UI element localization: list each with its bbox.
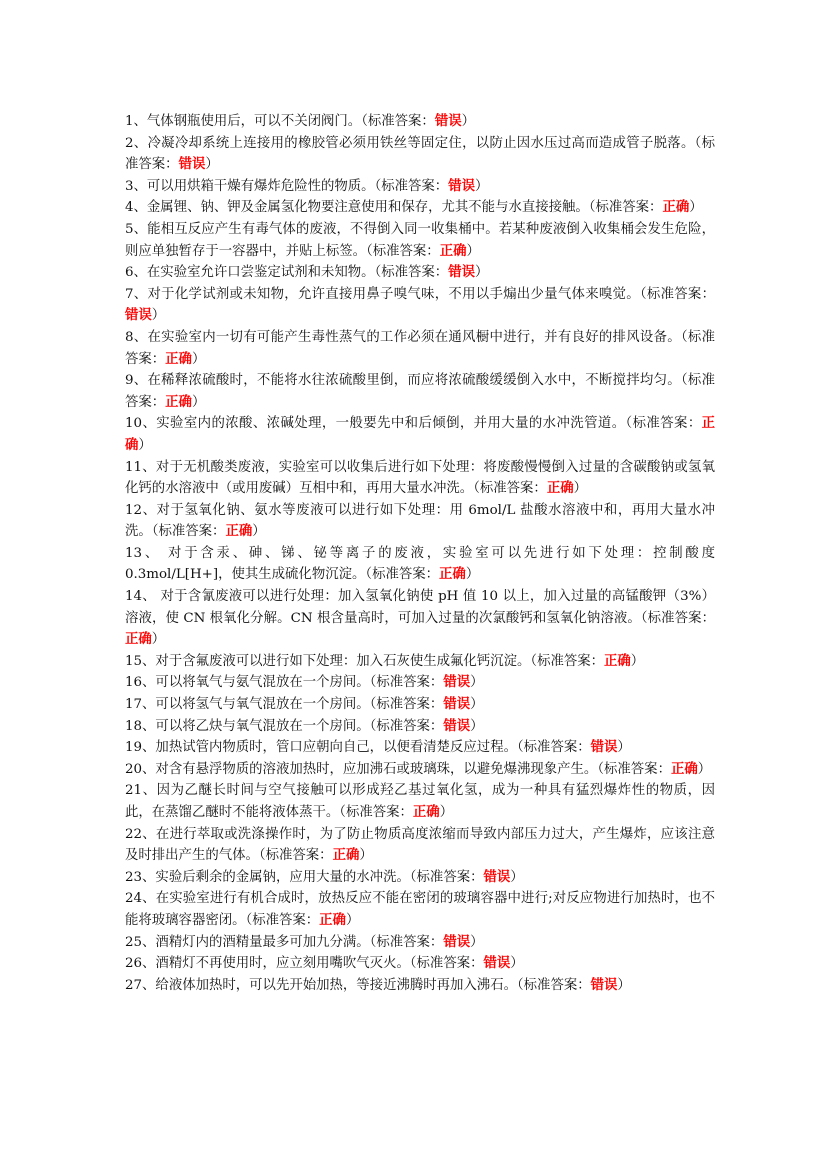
question-item (125, 176, 715, 198)
answer-label: 标准答案： (372, 243, 440, 259)
question-item (125, 672, 715, 694)
answer-value: 正确 (662, 200, 690, 216)
answer-label: 标准答案： (125, 329, 715, 367)
answer-value: 错误 (590, 740, 618, 756)
answer-label: 标准答案： (381, 265, 449, 281)
answer-label: 标准答案： (647, 610, 715, 626)
question-text: 25、酒精灯内的酒精量最多可加九分满。（ (125, 934, 377, 950)
question-item (125, 370, 715, 413)
question-text: 13、 对于含汞、砷、锑、铋等离子的废液，实验室可以先进行如下处理：控制酸度 0.3mol/L[H+]，使其生成硫化物沉淀。（ (125, 545, 715, 583)
answer-value: 正确 (165, 351, 192, 367)
question-text: 17、可以将氢气与氧气混放在一个房间。（ (125, 697, 377, 713)
answer-label: 标准答案： (376, 718, 444, 734)
answer-label: 标准答案： (416, 956, 484, 972)
closing-paren: ） (439, 805, 454, 820)
answer-value: 正确 (165, 394, 192, 410)
question-item (125, 694, 715, 716)
answer-label: 标准答案： (416, 869, 484, 885)
closing-paren: ） (138, 437, 152, 453)
closing-paren: ） (461, 114, 475, 129)
answer-label: 标准答案： (265, 848, 333, 864)
closing-paren: ） (151, 632, 166, 648)
answer-label: 标准答案： (646, 286, 715, 302)
question-text: 8、在实验室内一切有可能产生毒性蒸气的工作必须在通风橱中进行，并有良好的排风设备。（ (125, 329, 688, 345)
closing-paren: ） (617, 740, 631, 756)
question-item (125, 262, 715, 284)
closing-paren: ） (510, 869, 524, 885)
answer-value: 正确 (125, 416, 716, 453)
question-text: 12、对于氢氧化钠、氨水等废液可以进行如下处理：用 6mol/L 盐酸水溶液中和，再用大量水冲洗。（ (125, 502, 715, 540)
closing-paren: ） (474, 265, 489, 281)
question-item (125, 111, 715, 133)
question-text: 7、对于化学试剂或未知物，允许直接用鼻子嗅气味，不用以手煽出少量气体来嗅觉。（ (125, 286, 647, 302)
answer-value: 错误 (443, 697, 471, 713)
question-item (125, 824, 715, 867)
question-text: 4、金属锂、钠、钾及金属氢化物要注意使用和保存，尤其不能与水直接接触。（ (125, 200, 596, 216)
answer-label: 标准答案： (125, 373, 715, 410)
answer-value: 错误 (443, 675, 471, 691)
answer-value: 正确 (604, 653, 631, 669)
answer-value: 错误 (448, 178, 475, 194)
question-item (125, 500, 715, 543)
answer-value: 错误 (434, 114, 462, 129)
question-text: 6、在实验室允许口尝鉴定试剂和未知物。（ (125, 265, 382, 281)
question-text: 22、在进行萃取或洗涤操作时，为了防止物质高度浓缩而导致内部压力过大，产生爆炸，应该注意及时排出产生的气体。（ (125, 826, 715, 864)
question-item (125, 932, 715, 954)
closing-paren: ） (470, 697, 484, 713)
closing-paren: ） (205, 157, 219, 173)
closing-paren: ） (191, 394, 206, 410)
question-text: 23、实验后剩余的金属钠，应用大量的水冲洗。（ (125, 869, 417, 885)
answer-label: 标准答案： (381, 178, 449, 194)
answer-label: 标准答案： (604, 761, 671, 777)
question-item (125, 888, 715, 931)
question-item (125, 543, 715, 586)
question-text: 10、实验室内的浓酸、浓碱处理，一般要先中和后倾倒，并用大量的水冲洗管道。（ (125, 416, 633, 432)
answer-label: 标准答案： (372, 567, 440, 583)
closing-paren: ） (252, 524, 266, 540)
closing-paren: ） (470, 934, 484, 950)
question-item (125, 133, 715, 176)
answer-label: 标准答案： (523, 977, 591, 993)
question-text: 9、在稀释浓硫酸时，不能将水往浓硫酸里倒，而应将浓硫酸缓缓倒入水中，不断搅拌均匀。（ (125, 373, 688, 389)
question-text: 16、可以将氧气与氨气混放在一个房间。（ (125, 675, 377, 691)
closing-paren: ） (510, 956, 524, 972)
closing-paren: ） (470, 675, 484, 691)
question-text: 3、可以用烘箱干燥有爆炸危险性的物质。（ (125, 178, 382, 194)
question-text: 18、可以将乙炔与氧气混放在一个房间。（ (125, 718, 377, 734)
answer-label: 标准答案： (158, 524, 226, 540)
question-item (125, 759, 715, 781)
closing-paren: ） (697, 761, 712, 777)
question-item (125, 327, 715, 370)
answer-value: 错误 (443, 718, 471, 734)
closing-paren: ） (617, 977, 631, 993)
question-item (125, 780, 715, 823)
answer-label: 标准答案： (632, 416, 702, 432)
question-item (125, 586, 715, 651)
closing-paren: ） (465, 567, 480, 583)
question-item (125, 219, 715, 262)
question-item (125, 975, 715, 997)
question-text: 19、加热试管内物质时，管口应朝向自己，以便看清楚反应过程。（ (125, 740, 524, 756)
answer-value: 错误 (483, 869, 511, 885)
closing-paren: ） (689, 200, 703, 216)
question-item (125, 867, 715, 889)
answer-value: 正确 (332, 848, 360, 864)
question-item (125, 457, 715, 500)
answer-value: 错误 (590, 977, 618, 993)
answer-label: 标准答案： (479, 481, 547, 497)
answer-label: 标准答案： (376, 934, 444, 950)
answer-value: 错误 (178, 157, 206, 173)
answer-label: 标准答案： (376, 675, 444, 691)
answer-value: 正确 (439, 567, 466, 583)
question-text: 11、对于无机酸类废液，实验室可以收集后进行如下处理：将废酸慢慢倒入过量的含碳酸钠或氢氧化钙的水溶液中（或用废碱）互相中和，再用大量水冲洗。（ (125, 459, 715, 497)
closing-paren: ） (191, 351, 206, 367)
answer-label: 标准答案： (345, 805, 413, 820)
answer-label: 标准答案： (523, 740, 591, 756)
closing-paren: ） (474, 178, 489, 194)
answer-value: 正确 (412, 805, 440, 820)
question-text: 27、给液体加热时，可以先开始加热，等接近沸腾时再加入沸石。（ (125, 977, 524, 993)
closing-paren: ） (630, 653, 645, 669)
answer-value: 正确 (225, 524, 253, 540)
question-text: 20、对含有悬浮物质的溶液加热时，应加沸石或玻璃珠，以避免爆沸现象产生。（ (125, 761, 605, 777)
answer-label: 标准答案： (376, 697, 444, 713)
answer-label: 标准答案： (252, 912, 320, 928)
answer-value: 正确 (439, 243, 467, 259)
question-item (125, 413, 715, 456)
answer-label: 标准答案： (125, 135, 715, 173)
question-item (125, 737, 715, 759)
question-item (125, 197, 715, 219)
question-item (125, 651, 715, 673)
closing-paren: ） (345, 912, 360, 928)
question-text: 5、能相互反应产生有毒气体的废液，不得倒入同一收集桶中。若某种废液倒入收集桶会发生危险，则应单独暂存于一容器中，并贴上标签。（ (125, 221, 715, 259)
document-page (125, 111, 715, 996)
answer-value: 正确 (125, 632, 152, 648)
question-item (125, 284, 715, 327)
answer-label: 标准答案： (595, 200, 663, 216)
answer-label: 标准答案： (537, 653, 605, 669)
question-text: 26、酒精灯不再使用时，应立刻用嘴吹气灭火。（ (125, 956, 417, 972)
question-text: 21、因为乙醚长时间与空气接触可以形成羟乙基过氧化氢，成为一种具有猛烈爆炸性的物质，因此，在蒸馏乙醚时不能将液体蒸干。（ (125, 783, 715, 820)
question-item (125, 716, 715, 738)
question-text: 15、对于含氟废液可以进行如下处理：加入石灰使生成氟化钙沉淀。（ (125, 653, 538, 669)
closing-paren: ） (573, 481, 587, 497)
closing-paren: ） (466, 243, 480, 259)
question-text: 2、冷凝冷却系统上连接用的橡胶管必须用铁丝等固定住，以防止因水压过高而造成管子脱落。（ (125, 135, 702, 151)
question-text: 24、在实验室进行有机合成时，放热反应不能在密闭的玻璃容器中进行;对反应物进行加热时，也不能将玻璃容器密闭。（ (125, 891, 715, 928)
answer-value: 正确 (670, 761, 698, 777)
question-item (125, 953, 715, 975)
answer-label: 标准答案： (367, 114, 435, 129)
closing-paren: ） (470, 718, 484, 734)
closing-paren: ） (359, 848, 373, 864)
question-text: 14、 对于含氰废液可以进行处理：加入氢氧化钠使 pH 值 10 以上，加入过量的高锰酸钾（3%）溶液，使 CN 根氧化分解。CN 根含量高时，可加入过量的次氯酸钙和氢氧化钠溶液。（ (125, 589, 715, 626)
answer-value: 错误 (443, 934, 471, 950)
answer-value: 错误 (125, 308, 152, 324)
question-text: 1、气体钢瓶使用后，可以不关闭阀门。（ (125, 114, 368, 129)
answer-value: 正确 (319, 912, 346, 928)
answer-value: 错误 (483, 956, 511, 972)
closing-paren: ） (151, 308, 166, 324)
answer-value: 错误 (448, 265, 475, 281)
answer-value: 正确 (546, 481, 574, 497)
